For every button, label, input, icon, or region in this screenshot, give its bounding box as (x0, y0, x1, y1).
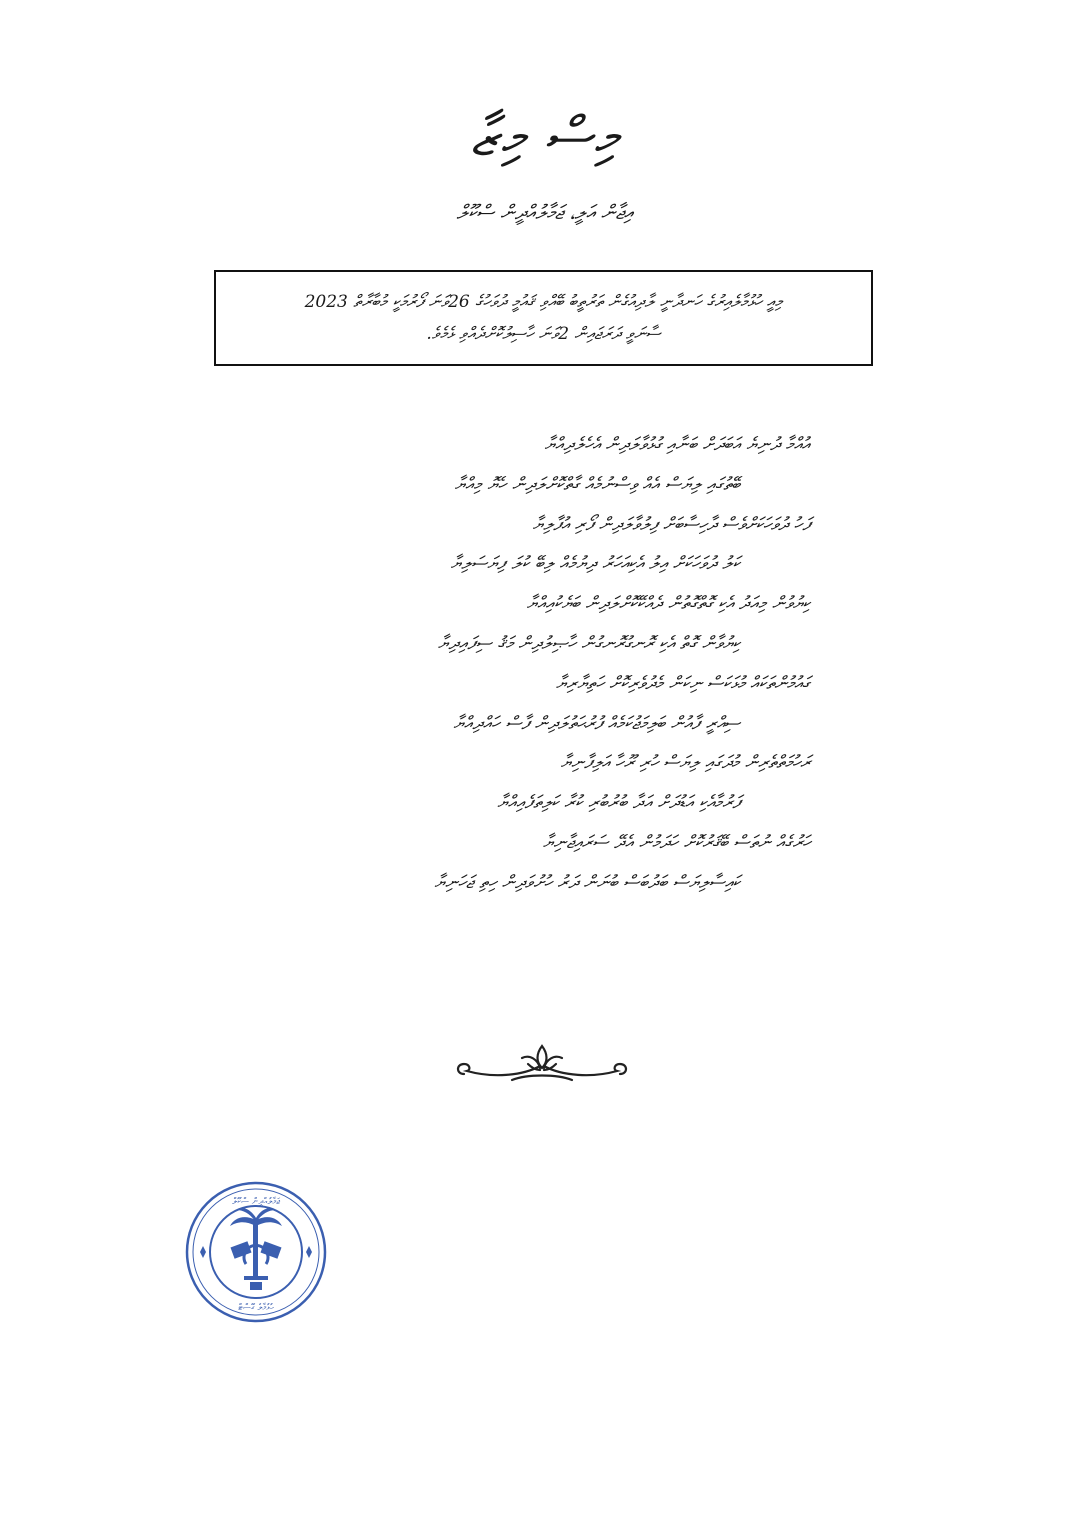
school-seal-icon (184, 1180, 328, 1324)
competition-note-line-2: ސާނަވީ ދަރަޖައިން 2ވަނަ ހާސިލުކޮށްދެއްވި ޅެމެވެ. (426, 324, 661, 344)
poem-verse: ކިޔުވުން މިއަދު އެކި ގޮތްގޮތުން ދެއްކޭކޮށްލަދިން ބަޔެކުއިއްޔާ (526, 593, 810, 615)
competition-note-line-1: މިއީ ހުޅުމާލެއިރުގެ ހަނދާނީ ލާދިއުގެން ތަރުތީބު ބޭއްވި ޤައުމީ ދުވަހުގެ 26ވަނަ ފޯރުމަކީ މުބާރާތް 2023 (304, 292, 783, 312)
poem-verse: ހަރުގެއް ނުތަސް ބޭޤަރުކޮށް ހަދަމުން އެދޭ ސަރައިޖާނިޔާ (542, 831, 810, 853)
seal-top-text: ޖަމާލުއްދީން ސްކޫލް (232, 1197, 280, 1207)
poem-verse: ކިޔުވާން ގޮތް އެކި ރޮނގުރޮނގުން ހާޞިލުދިން މަޤު ސިފައިދިޔާ (437, 632, 740, 654)
poem-verse: ކައިސާލިޔަސް ބަދުބަސް ބުނަން ދަރު ހުށުވަދިން ހިތި ޖަހަނިޔާ (434, 871, 740, 893)
poem-verse: ރަހުމަތްތެރިން މުދަގައި ލިޔަސް ހުރި ރޫހާ އަލިފާނިޔާ (560, 752, 810, 774)
poem-title: މިސް މިޒާ (470, 105, 619, 168)
poem-author: އިޖާން އަލީ، ޖަމާލުއްދީން ސްކޫލް (456, 200, 633, 224)
seal-bottom-text: ހުޅުމާލެ ގޭސްޓް (238, 1303, 274, 1313)
poem-verse: ފަހު ދުވަހަކަށްވެސް ދާހިސާބަށް ފިލުވާލަދިން ފޯރި އުފާލިޔާ (532, 513, 810, 535)
poem-verse: ބޭތުގައި ލިޔަސް އެއް ވިސްނުމެއް ގާތްކޮށްލަދިން ހެޔޮ މިއްޔާ (454, 473, 740, 495)
poem-verse: އުއްމާ ދުނިޔެ އަބަދަށް ބަނާއި ގުޅުވާލަދިން އެހެލެދިއްޔާ (544, 434, 810, 455)
poem-verse: ފަރުމާއެކި އަޑުދަށް އަދާ ބުރުބުރި ކުރާ ކަލިތަފެއިއްޔާ (497, 792, 740, 814)
decorative-flourish-icon (452, 1040, 632, 1090)
poem-verse: ގައުމުންތަކައް މުޅަކަސް ނިކަން މެދުވެރިކޮށް ހަތިޔާރިޔާ (555, 672, 810, 694)
competition-note-box (214, 270, 873, 366)
poem-body (290, 425, 810, 903)
poem-verse: ސިއްރީ ފާއުން ބަލިމަޖުކަމެއް ފުރުޙަތުލަދިން ފާސް ހައްދިއްޔާ (453, 712, 740, 734)
poem-verse: ކަލު ދުވަހަކަށް އިލު އެކިއަހަރު ދިޔުމެއް ލިބޭ ކުލަ ފިޔަސަލިޔާ (450, 553, 740, 575)
